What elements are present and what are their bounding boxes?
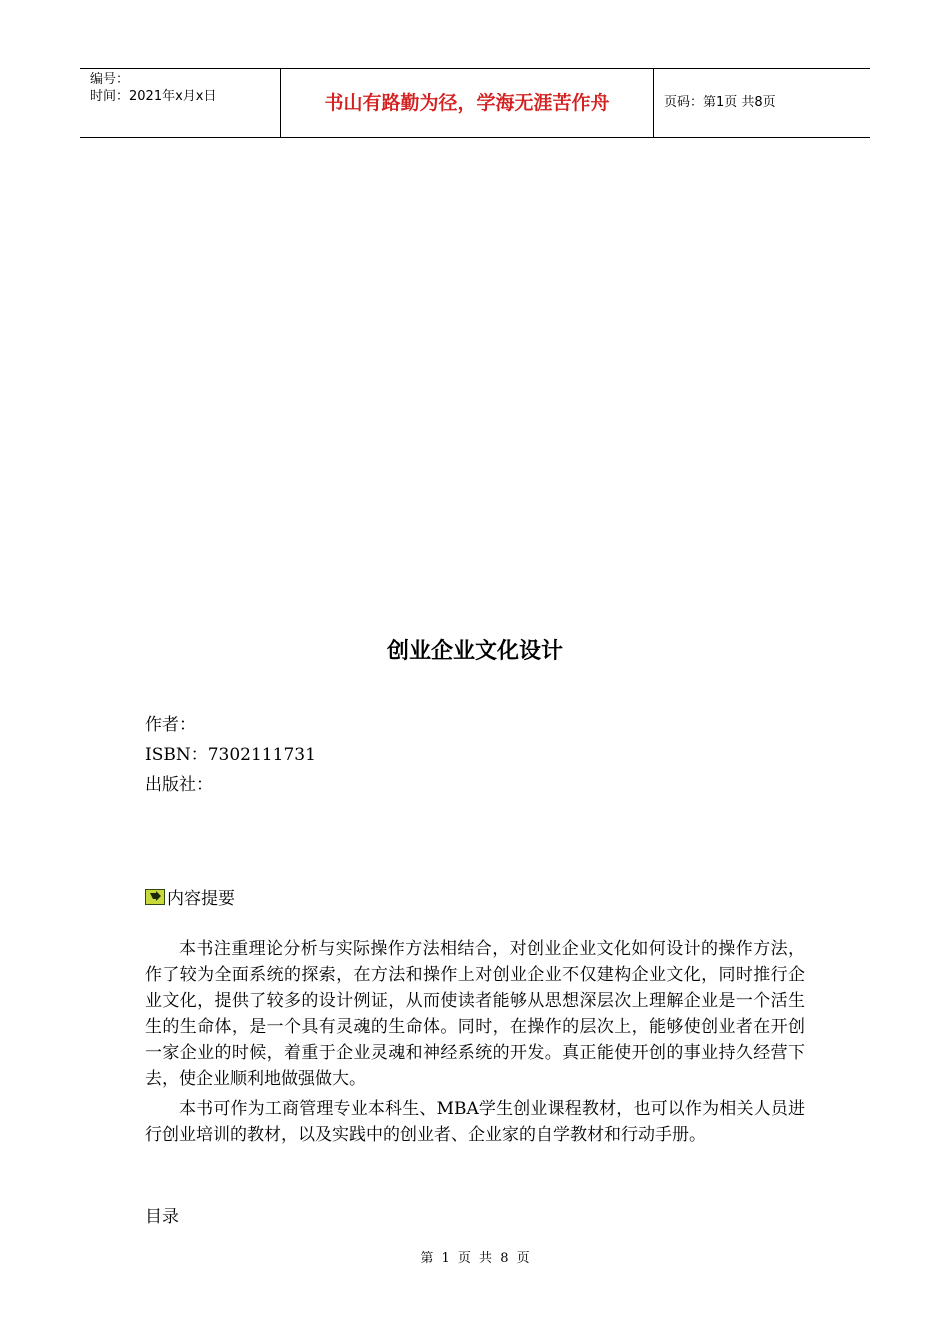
summary-heading-text: 内容提要 <box>167 889 235 909</box>
page-footer: 第 1 页 共 8 页 <box>420 1251 530 1266</box>
header-right-cell <box>654 69 870 137</box>
author-label: 作者： <box>145 715 196 735</box>
isbn-label: ISBN：7302111731 <box>145 745 316 765</box>
summary-heading <box>145 884 235 909</box>
publisher-label: 出版社： <box>145 775 213 795</box>
document-title: 创业企业文化设计 <box>386 639 563 664</box>
header-left-cell <box>80 69 281 137</box>
summary-body <box>145 936 805 1152</box>
page-header <box>80 68 870 138</box>
date-label: 时间：2021年x月x日 <box>90 89 217 104</box>
header-motto: 书山有路勤为径，学海无涯苦作舟 <box>324 92 610 114</box>
toc-heading: 目录 <box>145 1207 179 1227</box>
serial-number-label: 编号： <box>90 72 130 87</box>
header-page-code: 页码：第1页 共8页 <box>664 95 776 110</box>
summary-paragraph: 本书可作为工商管理专业本科生、MBA学生创业课程教材，也可以作为相关人员进行创业培训的教材，以及实践中的创业者、企业家的自学教材和行动手册。 <box>145 1099 805 1145</box>
header-motto-cell <box>281 69 654 137</box>
arrow-icon[interactable] <box>145 889 165 905</box>
summary-paragraph: 本书注重理论分析与实际操作方法相结合，对创业企业文化如何设计的操作方法，作了较为全面系统的探索，在方法和操作上对创业企业不仅建构企业文化，同时推行企业文化，提供了较多的设计例证，从而使读者能够从思想深层次上理解企业是一个活生生的生命体，是一个具有灵魂的生命体。同时，在操作的层次上，能够使创业者在开创一家企业的时候，着重于企业灵魂和神经系统的开发。真正能使开创的事业持久经营下去，使企业顺利地做强做大。 <box>145 939 805 1089</box>
